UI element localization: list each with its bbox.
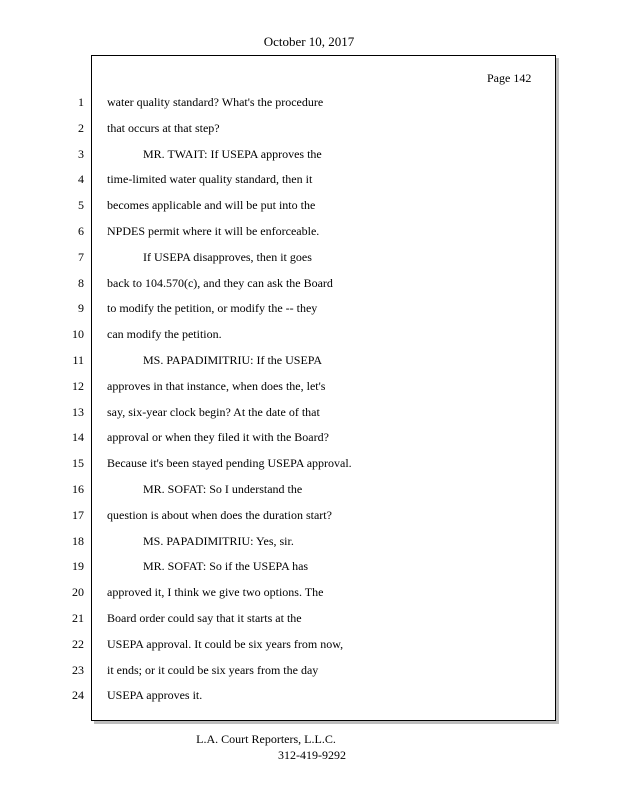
line-number: 2 <box>78 120 84 135</box>
line-number: 1 <box>78 95 84 109</box>
transcript-line: NPDES permit where it will be enforceable. <box>107 223 320 238</box>
transcript-line: question is about when does the duration start? <box>107 507 332 522</box>
transcript-line: that occurs at that step? <box>107 120 220 135</box>
transcript-line: can modify the petition. <box>107 327 222 342</box>
line-number: 4 <box>78 172 84 187</box>
footer-phone: 312-419-9292 <box>278 748 346 762</box>
line-number: 13 <box>72 404 84 419</box>
line-number-column <box>56 92 84 711</box>
line-number: 7 <box>78 249 84 264</box>
line-number: 21 <box>72 610 84 625</box>
transcript-line: Because it's been stayed pending USEPA approval. <box>107 456 352 471</box>
line-number: 19 <box>72 559 84 574</box>
transcript-line: Board order could say that it starts at the <box>107 610 302 625</box>
line-number: 12 <box>72 378 84 393</box>
line-number: 6 <box>78 223 84 238</box>
transcript-line: back to 104.570(c), and they can ask the Board <box>107 275 333 290</box>
transcript-line: time-limited water quality standard, then it <box>107 172 313 187</box>
transcript-line: If USEPA disapproves, then it goes <box>143 249 312 264</box>
line-number: 17 <box>72 507 84 522</box>
header-date: October 10, 2017 <box>263 34 355 49</box>
line-number: 8 <box>78 275 84 290</box>
page-number: Page 142 <box>487 71 532 85</box>
transcript-line: to modify the petition, or modify the -- they <box>107 301 318 316</box>
transcript-lines <box>107 92 547 711</box>
transcript-line: MR. SOFAT: So I understand the <box>143 481 303 496</box>
transcript-line: becomes applicable and will be put into the <box>107 198 316 213</box>
line-number: 14 <box>72 430 84 445</box>
transcript-line: USEPA approves it. <box>107 688 203 703</box>
line-number: 11 <box>72 352 84 367</box>
transcript-line: water quality standard? What's the procedure <box>107 95 324 109</box>
line-number: 15 <box>72 456 84 471</box>
transcript-line: approves in that instance, when does the, let's <box>107 378 326 393</box>
line-number: 16 <box>72 481 84 496</box>
footer-company: L.A. Court Reporters, L.L.C. <box>196 732 336 746</box>
line-number: 23 <box>72 662 84 677</box>
line-number: 5 <box>78 198 84 213</box>
footer <box>0 732 618 762</box>
transcript-line: MS. PAPADIMITRIU: Yes, sir. <box>143 533 294 548</box>
transcript-line: say, six-year clock begin? At the date of that <box>107 404 320 419</box>
transcript-line: approved it, I think we give two options. The <box>107 585 324 600</box>
line-number: 24 <box>72 688 84 703</box>
transcript-line: MR. SOFAT: So if the USEPA has <box>143 559 309 574</box>
transcript-line: approval or when they filed it with the Board? <box>107 430 329 445</box>
transcript-line: it ends; or it could be six years from the day <box>107 662 319 677</box>
line-number: 18 <box>72 533 84 548</box>
line-number: 9 <box>78 301 84 316</box>
transcript-line: USEPA approval. It could be six years from now, <box>107 636 344 651</box>
line-number: 20 <box>72 585 84 600</box>
line-number: 10 <box>72 327 84 342</box>
transcript-line: MR. TWAIT: If USEPA approves the <box>143 146 322 161</box>
transcript-line: MS. PAPADIMITRIU: If the USEPA <box>143 352 323 367</box>
line-number: 3 <box>78 146 84 161</box>
line-number: 22 <box>72 636 84 651</box>
